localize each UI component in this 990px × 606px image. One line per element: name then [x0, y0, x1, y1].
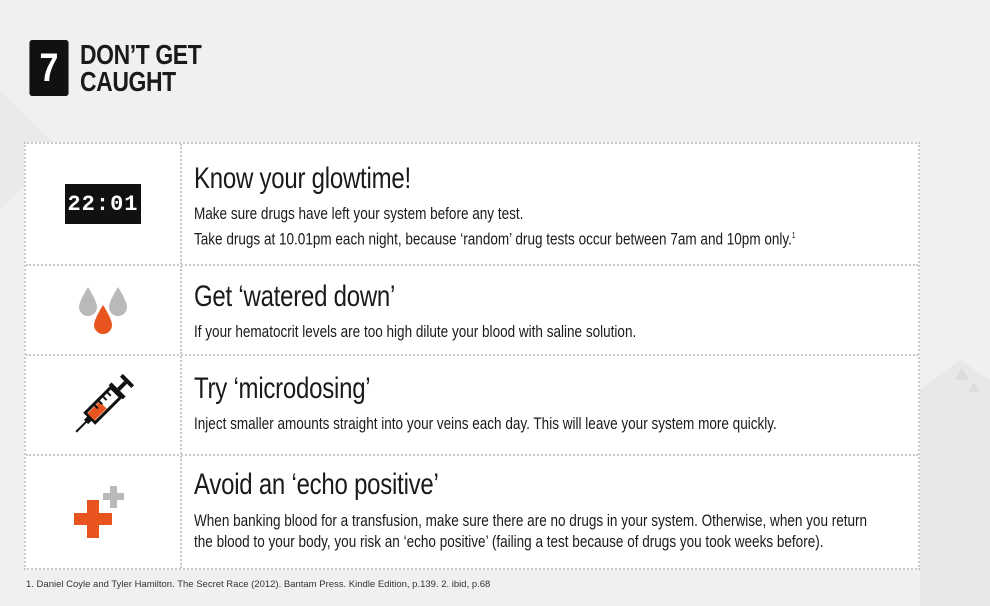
tips-table [24, 142, 920, 570]
title-line-2: CAUGHT [80, 66, 176, 97]
tip-body [194, 511, 899, 553]
tip-row-microdosing [26, 354, 918, 454]
tip-row-glowtime [26, 144, 918, 264]
tip-body-line: Inject smaller amounts straight into your veins each day. This will leave your system more quickly. [194, 415, 777, 433]
tip-row-watered-down [26, 264, 918, 354]
tip-body-line: the blood to your body, you risk an ‘echo positive’ (failing a test because of drugs you took weeks before). [194, 533, 824, 551]
header [26, 40, 250, 96]
tip-body [194, 204, 899, 251]
tip-heading: Try ‘microdosing’ [194, 372, 371, 405]
medical-cross-icon [26, 456, 180, 568]
tip-body-line: Take drugs at 10.01pm each night, because ‘random’ drug tests occur between 7am and 10pm only. [194, 230, 792, 249]
title-line-1: DON’T GET [80, 39, 202, 70]
section-number-badge: 7 [29, 40, 68, 96]
clock-icon [26, 144, 180, 264]
tip-body-line: If your hematocrit levels are too high dilute your blood with saline solution. [194, 323, 637, 341]
tip-body [194, 322, 899, 343]
footnote: 1. Daniel Coyle and Tyler Hamilton. The Secret Race (2012). Bantam Press. Kindle Edition, p.139. 2. ibid, p.68 [26, 579, 491, 590]
tip-row-echo-positive [26, 454, 918, 568]
tip-body-line: Make sure drugs have left your system before any test. [194, 205, 524, 223]
tip-heading: Avoid an ‘echo positive’ [194, 468, 439, 501]
syringe-icon [26, 356, 180, 454]
clock-display: 22:01 [65, 184, 141, 224]
tip-body-line: When banking blood for a transfusion, make sure there are no drugs in your system. Otherwise, when you return [194, 512, 868, 530]
water-drops-icon [26, 266, 180, 354]
footnote-ref: 1 [791, 231, 796, 240]
tip-heading: Get ‘watered down’ [194, 280, 396, 313]
page-title [80, 41, 219, 95]
tip-heading: Know your glowtime! [194, 162, 411, 195]
tip-body [194, 414, 899, 435]
